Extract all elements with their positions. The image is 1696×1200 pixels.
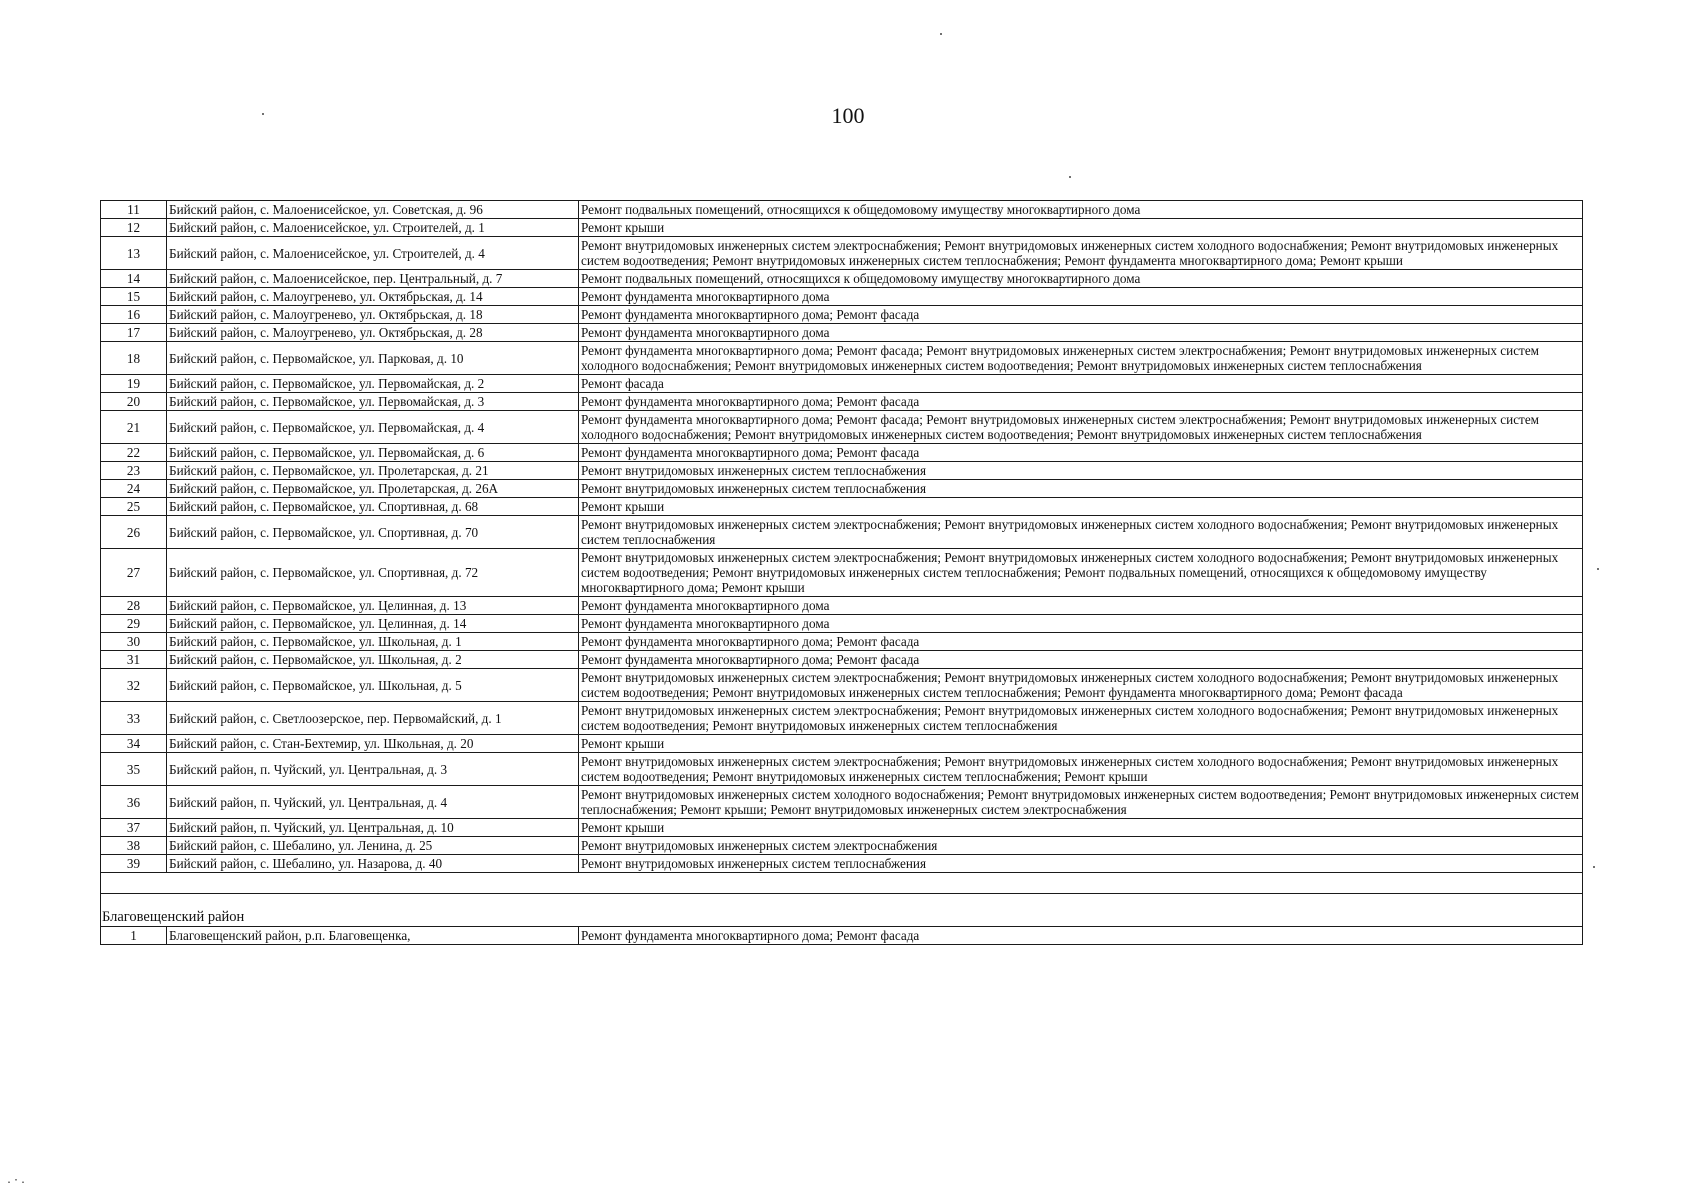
table-row [101,786,1583,819]
table-row [101,516,1583,549]
table-row [101,837,1583,855]
row-works: Ремонт фасада [579,375,1583,393]
row-address: Бийский район, с. Шебалино, ул. Ленина, д. 25 [167,837,579,855]
spacer-row [101,873,1583,894]
row-address: Бийский район, с. Малоугренево, ул. Октябрьская, д. 14 [167,288,579,306]
table-row [101,702,1583,735]
row-number: 12 [101,219,167,237]
district-header-row [101,894,1583,927]
scan-corner-mark: .·. [6,1175,28,1186]
row-works: Ремонт фундамента многоквартирного дома [579,615,1583,633]
row-address: Благовещенский район, р.п. Благовещенка, [167,927,579,945]
table-row [101,324,1583,342]
row-works: Ремонт внутридомовых инженерных систем теплоснабжения [579,855,1583,873]
table-row [101,411,1583,444]
table-row [101,306,1583,324]
scan-speck [940,33,942,35]
row-address: Бийский район, с. Шебалино, ул. Назарова, д. 40 [167,855,579,873]
row-works: Ремонт подвальных помещений, относящихся к общедомовому имуществу многоквартирного дома [579,201,1583,219]
row-number: 11 [101,201,167,219]
spacer-cell [101,873,1583,894]
row-number: 30 [101,633,167,651]
row-works: Ремонт внутридомовых инженерных систем электроснабжения [579,837,1583,855]
table-row [101,633,1583,651]
row-works: Ремонт крыши [579,735,1583,753]
table-row [101,237,1583,270]
row-works: Ремонт фундамента многоквартирного дома; Ремонт фасада [579,651,1583,669]
table-row [101,669,1583,702]
row-works: Ремонт крыши [579,219,1583,237]
row-works: Ремонт фундамента многоквартирного дома [579,324,1583,342]
row-works: Ремонт крыши [579,819,1583,837]
table-row [101,651,1583,669]
row-number: 29 [101,615,167,633]
table-row [101,753,1583,786]
row-address: Бийский район, с. Малоенисейское, ул. Советская, д. 96 [167,201,579,219]
row-works: Ремонт фундамента многоквартирного дома; Ремонт фасада [579,927,1583,945]
row-number: 31 [101,651,167,669]
page-number: 100 [831,103,865,128]
row-address: Бийский район, п. Чуйский, ул. Центральная, д. 3 [167,753,579,786]
row-number: 15 [101,288,167,306]
row-works: Ремонт фундамента многоквартирного дома; Ремонт фасада; Ремонт внутридомовых инженерных систем электроснабжения; Ремонт внутридомовых инженерных систем холодного водоснабжения; Ремонт внутридомовых инженерных систем водоотведения; Ремонт внутридомовых инженерных систем теплоснабжения [579,342,1583,375]
row-address: Бийский район, с. Первомайское, ул. Первомайская, д. 4 [167,411,579,444]
table-row [101,219,1583,237]
row-works: Ремонт внутридомовых инженерных систем электроснабжения; Ремонт внутридомовых инженерных систем холодного водоснабжения; Ремонт внутридомовых инженерных систем водоотведения; Ремонт внутридомовых инженерных систем теплоснабжения; Ремонт фундамента многоквартирного дома; Ремонт крыши [579,237,1583,270]
row-works: Ремонт фундамента многоквартирного дома [579,597,1583,615]
row-address: Бийский район, с. Первомайское, ул. Школьная, д. 1 [167,633,579,651]
row-number: 1 [101,927,167,945]
table-row [101,201,1583,219]
row-address: Бийский район, с. Первомайское, ул. Школьная, д. 5 [167,669,579,702]
row-number: 26 [101,516,167,549]
table-row [101,498,1583,516]
row-number: 39 [101,855,167,873]
row-number: 27 [101,549,167,597]
table-row [101,270,1583,288]
row-address: Бийский район, с. Малоенисейское, пер. Центральный, д. 7 [167,270,579,288]
row-address: Бийский район, с. Малоенисейское, ул. Строителей, д. 4 [167,237,579,270]
district-register-body [101,927,1583,945]
row-address: Бийский район, с. Стан-Бехтемир, ул. Школьная, д. 20 [167,735,579,753]
row-number: 17 [101,324,167,342]
row-works: Ремонт подвальных помещений, относящихся к общедомовому имуществу многоквартирного дома [579,270,1583,288]
row-works: Ремонт фундамента многоквартирного дома [579,288,1583,306]
scan-speck [1597,568,1599,570]
table-row [101,597,1583,615]
register-body [101,201,1583,873]
row-address: Бийский район, с. Первомайское, ул. Первомайская, д. 2 [167,375,579,393]
row-address: Бийский район, с. Малоенисейское, ул. Строителей, д. 1 [167,219,579,237]
row-address: Бийский район, с. Светлоозерское, пер. Первомайский, д. 1 [167,702,579,735]
row-address: Бийский район, с. Малоугренево, ул. Октябрьская, д. 18 [167,306,579,324]
row-number: 24 [101,480,167,498]
row-number: 35 [101,753,167,786]
table-row [101,393,1583,411]
table-row [101,549,1583,597]
row-works: Ремонт фундамента многоквартирного дома; Ремонт фасада [579,633,1583,651]
table-row [101,480,1583,498]
row-address: Бийский район, с. Первомайское, ул. Целинная, д. 13 [167,597,579,615]
row-works: Ремонт фундамента многоквартирного дома; Ремонт фасада [579,393,1583,411]
repair-register-table [100,200,1583,945]
row-address: Бийский район, с. Первомайское, ул. Целинная, д. 14 [167,615,579,633]
row-number: 16 [101,306,167,324]
row-works: Ремонт фундамента многоквартирного дома; Ремонт фасада [579,306,1583,324]
row-number: 20 [101,393,167,411]
row-number: 21 [101,411,167,444]
row-number: 23 [101,462,167,480]
table-row [101,375,1583,393]
table-row [101,288,1583,306]
table-row [101,927,1583,945]
table-row [101,342,1583,375]
table-row [101,819,1583,837]
scan-speck [1593,866,1595,868]
row-works: Ремонт внутридомовых инженерных систем электроснабжения; Ремонт внутридомовых инженерных систем холодного водоснабжения; Ремонт внутридомовых инженерных систем водоотведения; Ремонт внутридомовых инженерных систем теплоснабжения; Ремонт фундамента многоквартирного дома; Ремонт фасада [579,669,1583,702]
table-row [101,735,1583,753]
row-address: Бийский район, с. Первомайское, ул. Пролетарская, д. 26А [167,480,579,498]
row-works: Ремонт внутридомовых инженерных систем теплоснабжения [579,462,1583,480]
row-works: Ремонт внутридомовых инженерных систем холодного водоснабжения; Ремонт внутридомовых инженерных систем водоотведения; Ремонт внутридомовых инженерных систем теплоснабжения; Ремонт крыши; Ремонт внутридомовых инженерных систем электроснабжения [579,786,1583,819]
row-number: 14 [101,270,167,288]
row-number: 18 [101,342,167,375]
row-address: Бийский район, с. Первомайское, ул. Спортивная, д. 68 [167,498,579,516]
row-works: Ремонт внутридомовых инженерных систем электроснабжения; Ремонт внутридомовых инженерных систем холодного водоснабжения; Ремонт внутридомовых инженерных систем теплоснабжения [579,516,1583,549]
row-number: 33 [101,702,167,735]
row-number: 36 [101,786,167,819]
row-address: Бийский район, с. Малоугренево, ул. Октябрьская, д. 28 [167,324,579,342]
row-works: Ремонт фундамента многоквартирного дома; Ремонт фасада [579,444,1583,462]
row-works: Ремонт фундамента многоквартирного дома; Ремонт фасада; Ремонт внутридомовых инженерных систем электроснабжения; Ремонт внутридомовых инженерных систем холодного водоснабжения; Ремонт внутридомовых инженерных систем водоотведения; Ремонт внутридомовых инженерных систем теплоснабжения [579,411,1583,444]
row-address: Бийский район, с. Первомайское, ул. Парковая, д. 10 [167,342,579,375]
row-number: 19 [101,375,167,393]
row-number: 22 [101,444,167,462]
scan-speck [262,113,264,115]
row-works: Ремонт крыши [579,498,1583,516]
row-address: Бийский район, п. Чуйский, ул. Центральная, д. 4 [167,786,579,819]
row-works: Ремонт внутридомовых инженерных систем теплоснабжения [579,480,1583,498]
row-number: 32 [101,669,167,702]
row-number: 37 [101,819,167,837]
table-row [101,855,1583,873]
row-number: 34 [101,735,167,753]
table-row [101,462,1583,480]
row-address: Бийский район, с. Первомайское, ул. Спортивная, д. 72 [167,549,579,597]
row-number: 13 [101,237,167,270]
row-number: 25 [101,498,167,516]
row-address: Бийский район, с. Первомайское, ул. Спортивная, д. 70 [167,516,579,549]
row-number: 38 [101,837,167,855]
row-address: Бийский район, п. Чуйский, ул. Центральная, д. 10 [167,819,579,837]
row-address: Бийский район, с. Первомайское, ул. Пролетарская, д. 21 [167,462,579,480]
scan-speck [1069,176,1071,178]
row-works: Ремонт внутридомовых инженерных систем электроснабжения; Ремонт внутридомовых инженерных систем холодного водоснабжения; Ремонт внутридомовых инженерных систем водоотведения; Ремонт внутридомовых инженерных систем теплоснабжения [579,702,1583,735]
district-section [101,873,1583,927]
row-address: Бийский район, с. Первомайское, ул. Первомайская, д. 6 [167,444,579,462]
row-works: Ремонт внутридомовых инженерных систем электроснабжения; Ремонт внутридомовых инженерных систем холодного водоснабжения; Ремонт внутридомовых инженерных систем водоотведения; Ремонт внутридомовых инженерных систем теплоснабжения; Ремонт подвальных помещений, относящихся к общедомовому имуществу многоквартирного дома; Ремонт крыши [579,549,1583,597]
row-works: Ремонт внутридомовых инженерных систем электроснабжения; Ремонт внутридомовых инженерных систем холодного водоснабжения; Ремонт внутридомовых инженерных систем водоотведения; Ремонт внутридомовых инженерных систем теплоснабжения; Ремонт крыши [579,753,1583,786]
district-heading: Благовещенский район [101,894,1583,927]
row-address: Бийский район, с. Первомайское, ул. Первомайская, д. 3 [167,393,579,411]
table-row [101,444,1583,462]
row-number: 28 [101,597,167,615]
table-row [101,615,1583,633]
row-address: Бийский район, с. Первомайское, ул. Школьная, д. 2 [167,651,579,669]
